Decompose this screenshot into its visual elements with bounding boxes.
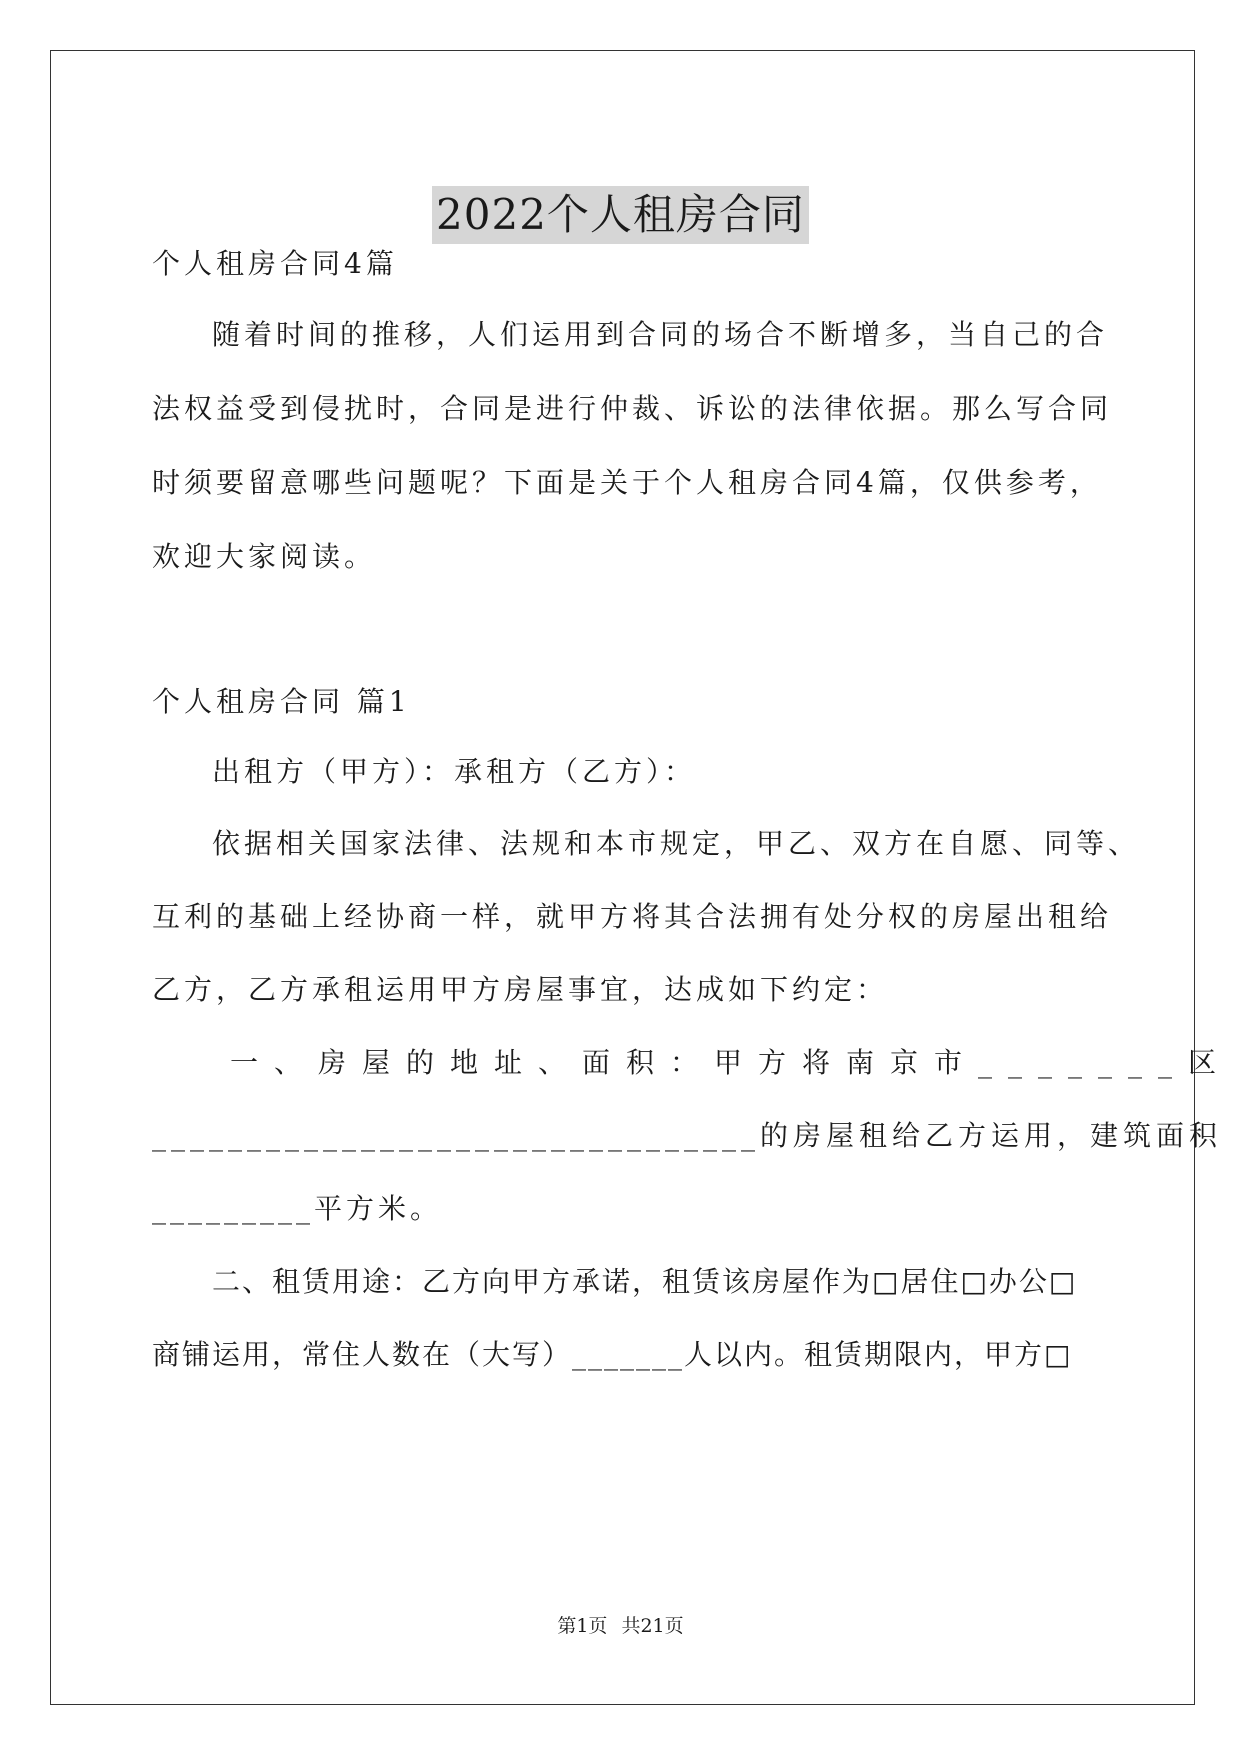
document-title: 2022个人租房合同 [432, 186, 809, 244]
clause-line: ________________________________的房屋租给乙方运用，建筑面积 [152, 1119, 1223, 1152]
basis-line: 乙方，乙方承租运用甲方房屋事宜，达成如下约定： [152, 973, 889, 1006]
page-number: 第1页 [557, 1615, 608, 1637]
intro-line: 法权益受到侵扰时，合同是进行仲裁、诉讼的法律依据。那么写合同 [152, 392, 1113, 425]
parties-line: 出租方（甲方）：承租方（乙方）： [212, 755, 697, 788]
intro-line: 欢迎大家阅读。 [152, 540, 377, 573]
page-border [50, 50, 1195, 1705]
clause-line: 二、租赁用途：乙方向甲方承诺，租赁该房屋作为□居住□办公□ [212, 1265, 1078, 1298]
basis-line: 依据相关国家法律、法规和本市规定，甲乙、双方在自愿、同等、 [212, 827, 1141, 860]
document-subtitle: 个人租房合同4篇 [152, 247, 398, 280]
intro-line: 随着时间的推移，人们运用到合同的场合不断增多，当自己的合 [212, 318, 1109, 351]
clause-line: _________平方米。 [152, 1192, 443, 1225]
page-total: 共21页 [621, 1615, 684, 1637]
intro-line: 时须要留意哪些问题呢？下面是关于个人租房合同4篇，仅供参考， [152, 466, 1102, 499]
page-footer [0, 1613, 1241, 1639]
clause-line: 一、房屋的地址、面积：甲方将南京市_______区 [230, 1046, 1233, 1079]
clause-line: 商铺运用，常住人数在（大写）_______人以内。租赁期限内，甲方□ [152, 1338, 1073, 1371]
section-heading: 个人租房合同 篇1 [152, 685, 411, 718]
basis-line: 互利的基础上经协商一样，就甲方将其合法拥有处分权的房屋出租给 [152, 900, 1113, 933]
